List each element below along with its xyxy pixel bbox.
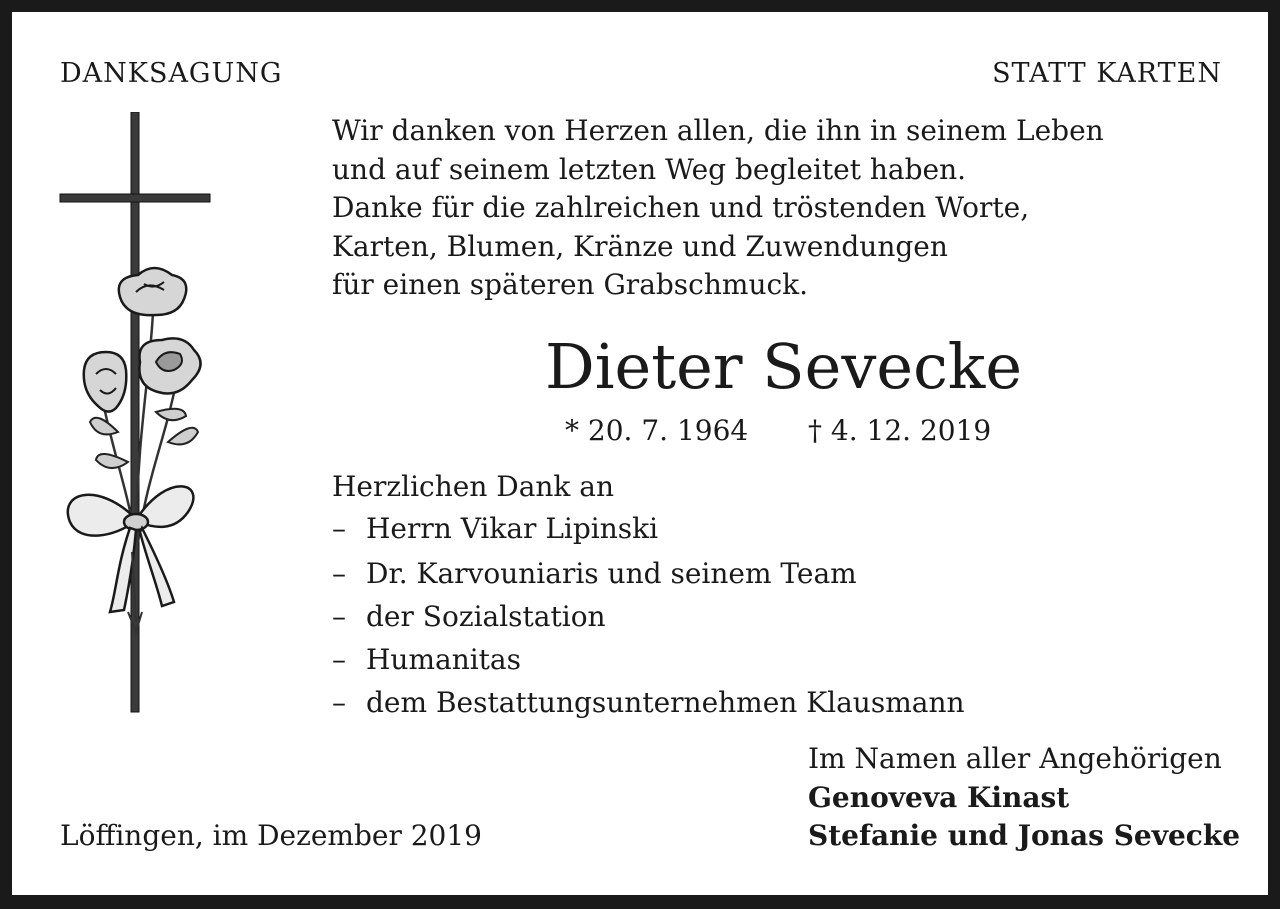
intro-line: Danke für die zahlreichen und tröstenden Worte,: [332, 191, 1030, 224]
header-right: STATT KARTEN: [992, 58, 1222, 89]
signature-name: Genoveva Kinast: [808, 781, 1070, 814]
dash: –: [332, 686, 346, 719]
intro-line: Karten, Blumen, Kränze und Zuwendungen: [332, 229, 948, 263]
dash: –: [332, 557, 346, 590]
intro-line: für einen späteren Grabschmuck.: [332, 268, 809, 301]
birth-date: * 20. 7. 1964: [565, 414, 749, 447]
list-item-text: Humanitas: [366, 643, 521, 676]
dash: –: [332, 512, 346, 545]
list-item: [332, 641, 521, 680]
dash: –: [332, 643, 346, 676]
dash: –: [332, 600, 346, 633]
list-item: [332, 555, 857, 594]
obituary-card: [12, 12, 1268, 895]
list-item: [332, 598, 606, 637]
list-item-text: der Sozialstation: [366, 600, 606, 633]
signature-name: Stefanie und Jonas Sevecke: [808, 819, 1241, 852]
list-item: [332, 684, 965, 723]
intro-line: und auf seinem letzten Weg begleitet haben.: [332, 152, 967, 186]
intro-text: [332, 112, 1104, 305]
list-item-text: Herrn Vikar Lipinski: [366, 512, 659, 545]
cross-with-roses-icon: [58, 112, 238, 732]
intro-line: Wir danken von Herzen allen, die ihn in seinem Leben: [332, 114, 1104, 147]
deceased-name: Dieter Sevecke: [545, 330, 1023, 403]
thanks-heading: Herzlichen Dank an: [332, 470, 615, 503]
header-left: DANKSAGUNG: [60, 58, 283, 89]
death-date: † 4. 12. 2019: [808, 414, 992, 447]
list-item-text: dem Bestattungsunternehmen Klausmann: [366, 686, 965, 719]
list-item-text: Dr. Karvouniaris und seinem Team: [366, 557, 857, 590]
signature-intro: Im Namen aller Angehörigen: [808, 742, 1222, 775]
list-item: [332, 510, 659, 549]
place-date: Löffingen, im Dezember 2019: [60, 819, 482, 852]
